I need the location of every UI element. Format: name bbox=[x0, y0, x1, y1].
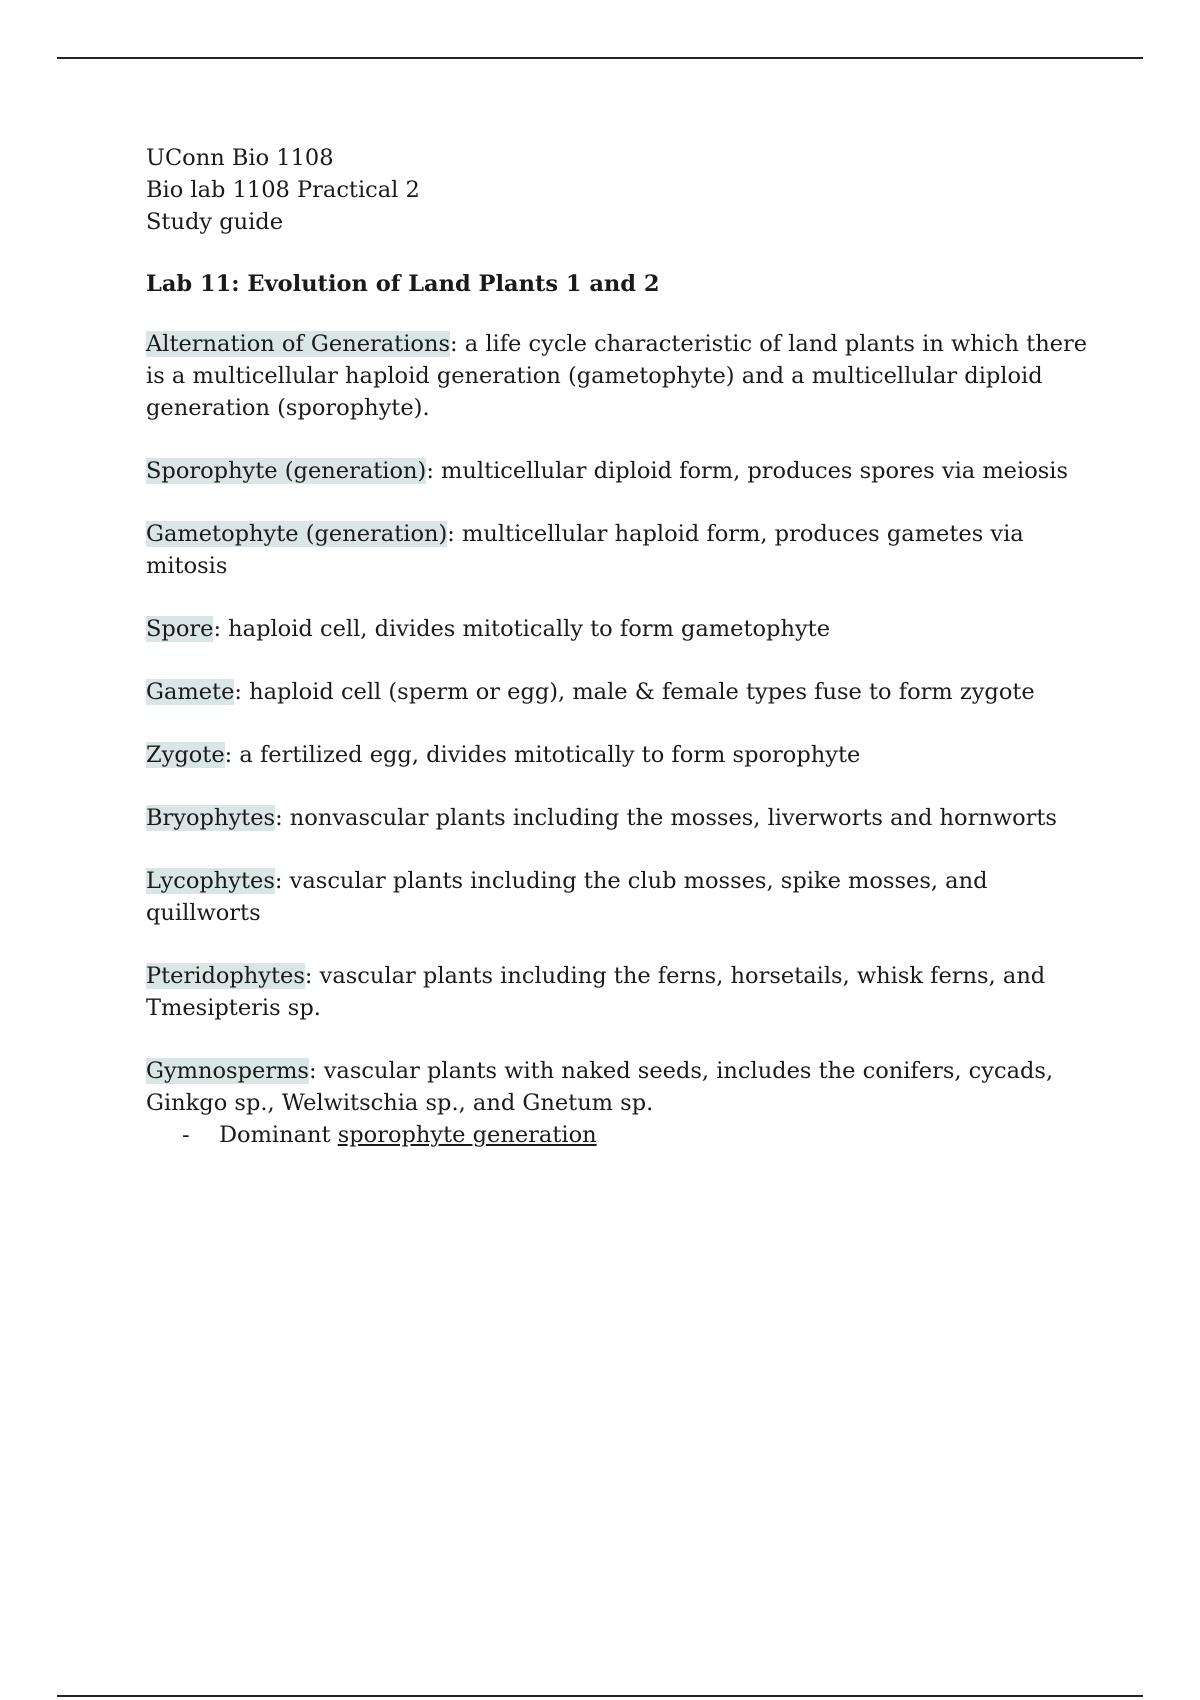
definition-item bbox=[146, 676, 1096, 708]
definition-text: : multicellular diploid form, produces spores via meiosis bbox=[426, 458, 1069, 484]
bullet-underlined-term: sporophyte generation bbox=[337, 1122, 597, 1148]
practical-title: Bio lab 1108 Practical 2 bbox=[146, 177, 420, 203]
definition-item bbox=[146, 739, 1096, 771]
definition-item bbox=[146, 1055, 1096, 1119]
section-heading: Lab 11: Evolution of Land Plants 1 and 2 bbox=[146, 271, 660, 297]
definition-text: : a life cycle characteristic of land plants in which there is a multicellular haploid generation (gametophyte) and a multicellular diploid generation (sporophyte). bbox=[146, 331, 1088, 421]
bullet-text bbox=[219, 1119, 597, 1151]
definition-text: : multicellular haploid form, produces gametes via mitosis bbox=[146, 521, 1024, 579]
definition-term: Lycophytes bbox=[146, 868, 275, 894]
definition-term: Spore bbox=[146, 616, 214, 642]
definition-term: Bryophytes bbox=[146, 805, 276, 831]
definition-term: Zygote bbox=[146, 742, 225, 768]
definition-text: : vascular plants including the ferns, horsetails, whisk ferns, and Tmesipteris sp. bbox=[146, 963, 1046, 1021]
definition-text: : haploid cell (sperm or egg), male & female types fuse to form zygote bbox=[234, 679, 1035, 705]
bullet-marker: - bbox=[182, 1122, 190, 1148]
definition-term: Sporophyte (generation) bbox=[146, 458, 427, 484]
definition-term: Alternation of Generations bbox=[146, 331, 451, 357]
definition-term: Gymnosperms bbox=[146, 1058, 309, 1084]
definition-term: Gametophyte (generation) bbox=[146, 521, 448, 547]
course-name: UConn Bio 1108 bbox=[146, 145, 334, 171]
definition-item bbox=[146, 455, 1096, 487]
definition-item bbox=[146, 328, 1096, 424]
definition-item bbox=[146, 802, 1096, 834]
definition-text: : a fertilized egg, divides mitotically to form sporophyte bbox=[224, 742, 861, 768]
definition-item bbox=[146, 613, 1096, 645]
guide-label: Study guide bbox=[146, 209, 284, 235]
definition-text: : vascular plants with naked seeds, includes the conifers, cycads, Ginkgo sp., Welwitschia sp., and Gnetum sp. bbox=[146, 1058, 1054, 1116]
bullet-item bbox=[182, 1119, 1096, 1151]
definition-term: Pteridophytes bbox=[146, 963, 305, 989]
definition-item bbox=[146, 865, 1096, 929]
definition-item bbox=[146, 960, 1096, 1024]
document-body bbox=[146, 142, 1096, 1151]
definition-text: : nonvascular plants including the mosses, liverworts and hornworts bbox=[275, 805, 1057, 831]
top-rule bbox=[57, 57, 1143, 59]
definition-text: : haploid cell, divides mitotically to form gametophyte bbox=[213, 616, 831, 642]
bullet-prefix: Dominant bbox=[219, 1122, 338, 1148]
definition-term: Gamete bbox=[146, 679, 235, 705]
document-header bbox=[146, 142, 1096, 238]
definition-text: : vascular plants including the club mosses, spike mosses, and quillworts bbox=[146, 868, 988, 926]
bottom-rule bbox=[57, 1695, 1143, 1697]
definition-item bbox=[146, 518, 1096, 582]
